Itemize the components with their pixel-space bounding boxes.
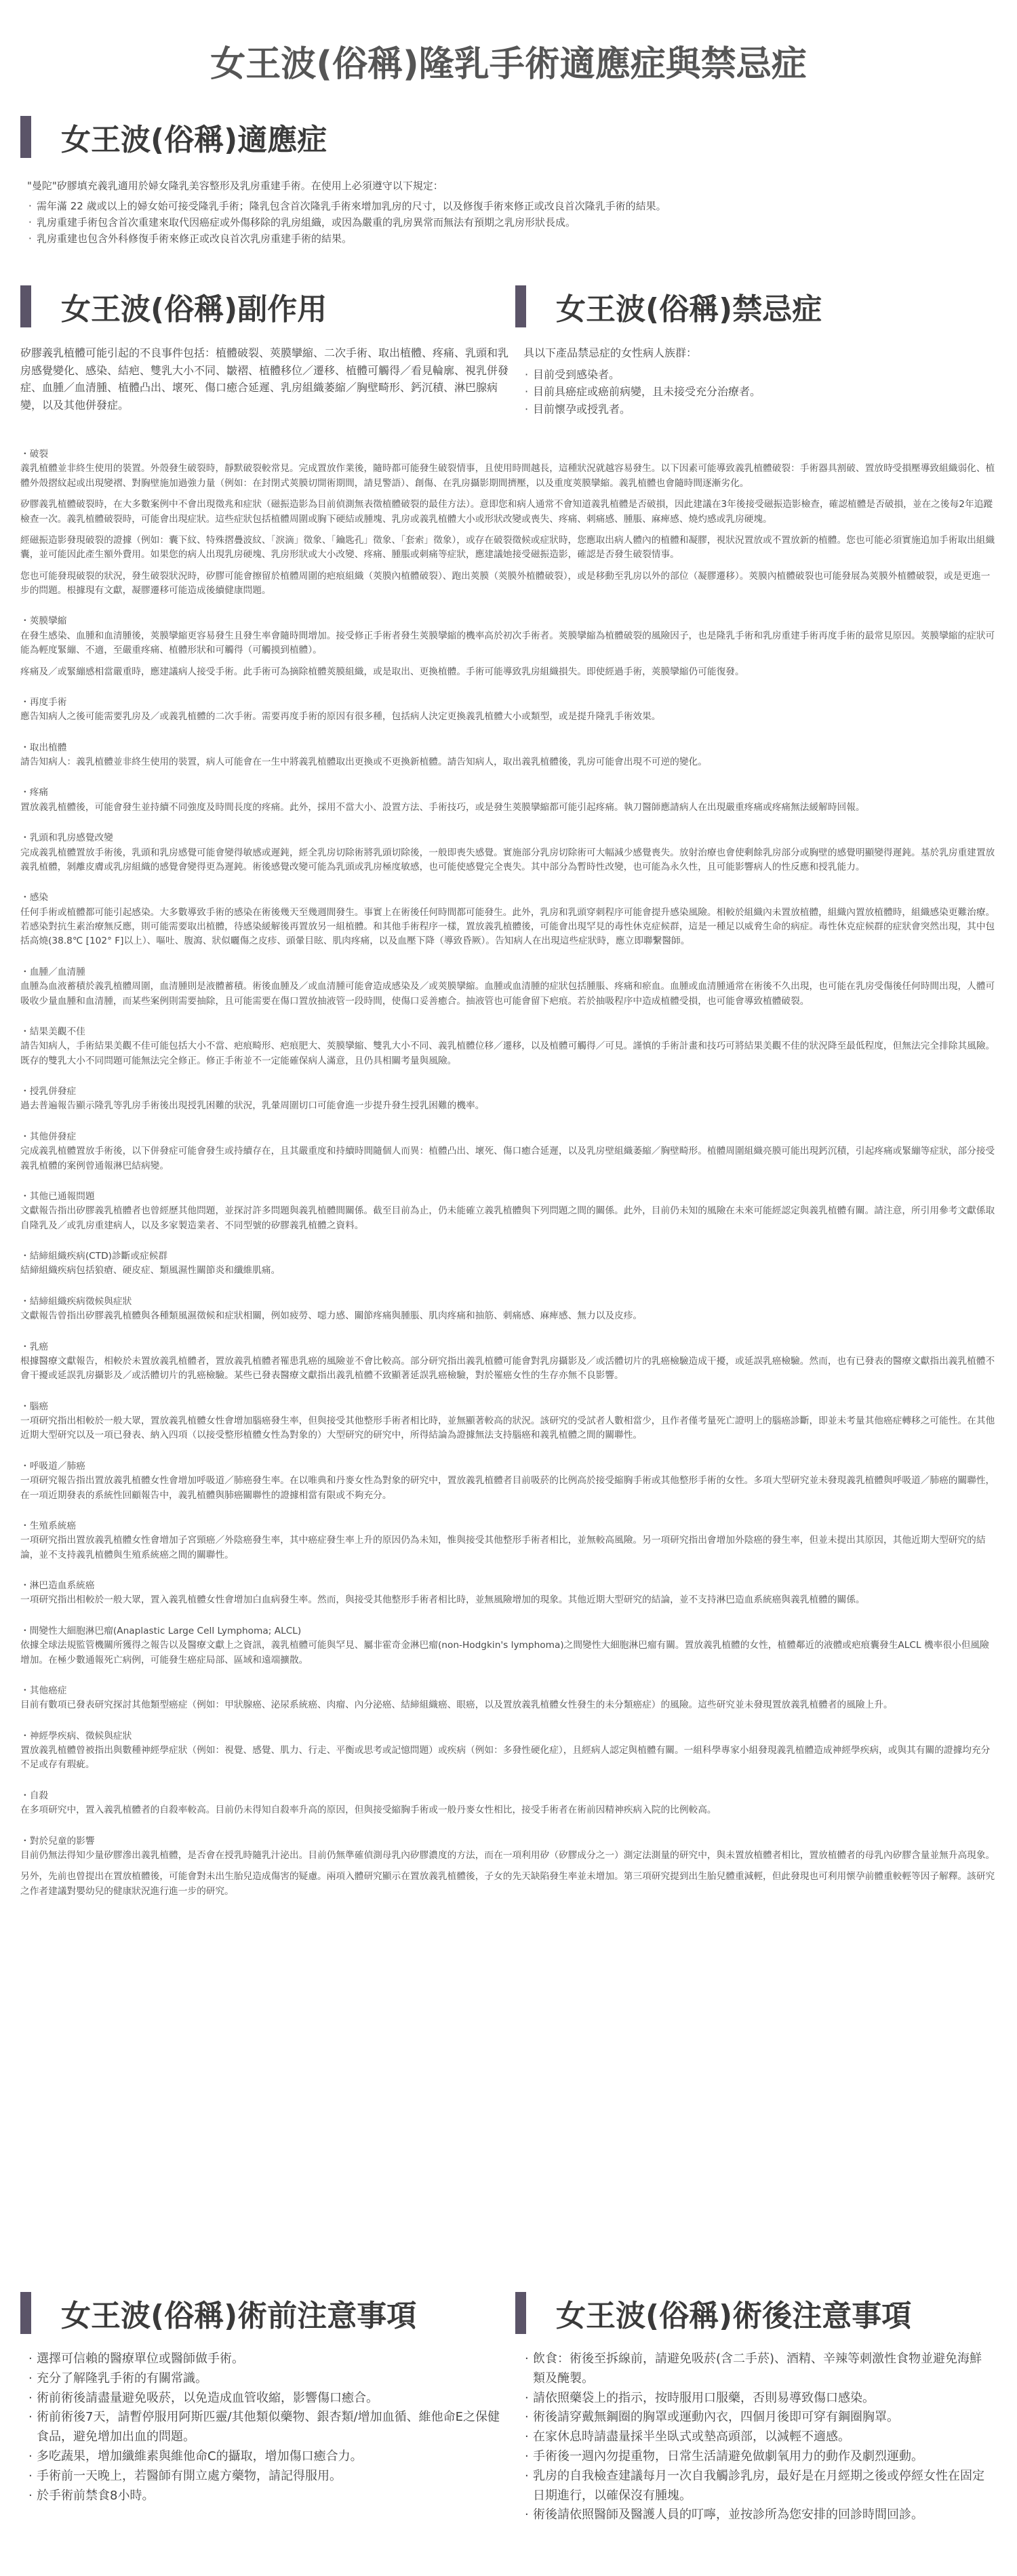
- list-item: · 選擇可信賴的醫療單位或醫師做手術。: [27, 2350, 502, 2369]
- detail-paragraph: 目前有數項已發表研究探討其他類型癌症（例如：甲狀腺癌、泌尿系統癌、肉瘤、內分泌癌、結締組織癌、眼癌，以及置放義乳植體女性發生的未分類癌症）的風險。這些研究並未發現置放義乳植體者的風險上升。: [20, 1699, 893, 1711]
- list-item: · 手術前一天晚上，若醫師有開立處方藥物，請記得服用。: [27, 2467, 502, 2487]
- indications-intro: "曼陀"矽膠填充義乳適用於婦女隆乳美容整形及乳房重建手術。在使用上必須遵守以下規定：: [27, 180, 443, 192]
- indications-list: [27, 198, 990, 247]
- detail-section-heading: ・其他併發症: [20, 1131, 77, 1142]
- detail-paragraph: 在發生感染、血腫和血清腫後，莢膜攣縮更容易發生且發生率會隨時間增加。接受修正手術者發生莢膜攣縮的機率高於初次手術者。莢膜攣縮為植體破裂的風險因子，也是隆乳手術和乳房重建手術再度手術的最常見原因。莢膜攣縮的症狀可能為輕度緊繃、不適，至嚴重疼痛、植體形狀和可觸得（可觸摸到植體）。: [20, 630, 995, 656]
- detail-section: [20, 696, 997, 725]
- detail-paragraph: 血腫為血液蓄積於義乳植體周圍，血清腫則是液體蓄積。術後血腫及／或血清腫可能會造成感染及／或莢膜攣縮。血腫或血清腫的症狀包括腫脹、疼痛和瘀血。血腫或血清腫通常在術後不久出現，也可能在乳房受傷後任何時間出現，人體可吸收少量血腫和血清腫，而某些案例則需要抽除，且可能需要在傷口置放抽液管一段時間，使傷口妥善癒合。抽液管也可能會留下疤痕。若於抽吸程序中造成植體受損，也可能會導致植體破裂。: [20, 981, 995, 1007]
- list-item: · 於手術前禁食8小時。: [27, 2487, 502, 2506]
- detail-paragraph: 結締組織疾病包括狼瘡、硬皮症、類風濕性關節炎和纖維肌痛。: [20, 1265, 281, 1276]
- detail-paragraph: 請告知病人：義乳植體並非終生使用的裝置，病人可能會在一生中將義乳植體取出更換或不更換新植體。請告知病人，取出義乳植體後，乳房可能會出現不可逆的變化。: [20, 757, 707, 767]
- list-item: · 術後請依照醫師及醫護人員的叮嚀，並按診所為您安排的回診時間回診。: [523, 2505, 991, 2525]
- detail-section-heading: ・生殖系統癌: [20, 1520, 77, 1531]
- post-op-content: [523, 2350, 991, 2525]
- detail-paragraph: 一項研究指出相較於一般大眾，置放義乳植體女性會增加腦癌發生率，但與接受其他整形手術者相比時，並無顯著較高的狀況。該研究的受試者人數相當少，且作者僅考量死亡證明上的腦癌診斷，即並未考量其他癌症轉移之可能性。在其他近期大型研究以及一項已發表、納入四項（以接受整形植體女性為對象的）大型研究的研究中，所得結論為證據無法支持腦癌和義乳植體之間的關聯性。: [20, 1415, 995, 1441]
- list-item: · 充分了解隆乳手術的有關常識。: [27, 2369, 502, 2389]
- detail-paragraph: 文獻報告曾指出矽膠義乳植體與各種類風濕徵候和症狀相關，例如疲勞、噁力感、關節疼痛與腫脹、肌肉疼痛和抽筋、刺痛感、麻痺感、無力以及皮疹。: [20, 1310, 643, 1322]
- detail-section-heading: ・其他癌症: [20, 1685, 67, 1696]
- pre-op-content: [27, 2350, 502, 2505]
- detail-section: [20, 1130, 997, 1173]
- indications-heading: 女王波(俗稱)適應症: [61, 123, 327, 157]
- detail-section-heading: ・破裂: [20, 449, 49, 460]
- contraindications-content: [523, 344, 984, 418]
- list-item: · 術前術後請盡量避免吸菸，以免造成血管收縮，影響傷口癒合。: [27, 2389, 502, 2409]
- detail-section: [20, 1249, 997, 1279]
- detail-section-heading: ・間變性大細胞淋巴瘤(Anaplastic Large Cell Lymphoma; ALCL): [20, 1625, 302, 1636]
- detail-paragraph: 置放義乳植體後，可能會發生並持續不同強度及時間長度的疼痛。此外，採用不當大小、設置方法、手術技巧，或是發生莢膜攣縮都可能引起疼痛。執刀醫師應請病人在出現嚴重疼痛或疼痛無法緩解時回報。: [20, 801, 865, 813]
- side-effects-heading: 女王波(俗稱)副作用: [61, 292, 327, 327]
- detail-section: [20, 614, 997, 679]
- detail-paragraph: 應告知病人之後可能需要乳房及／或義乳植體的二次手術。需要再度手術的原因有很多種，包括病人決定更換義乳植體大小或類型，或是提升隆乳手術效果。: [20, 711, 661, 723]
- detail-section: [20, 1340, 997, 1384]
- detail-section: [20, 1729, 997, 1773]
- post-op-section-header: [515, 2291, 911, 2335]
- detail-paragraph: 疼痛及／或緊繃感相當嚴重時，應建議病人接受手術。此手術可為摘除植體莢膜組織，或是取出、更換植體。手術可能導致乳房組織損失。即使經過手術，莢膜攣縮仍可能復發。: [20, 666, 744, 677]
- section-bar: [515, 285, 526, 327]
- detail-section-heading: ・結締組織疾病(CTD)診斷或症候群: [20, 1251, 168, 1262]
- detail-section-heading: ・乳頭和乳房感覺改變: [20, 832, 113, 844]
- detail-section: [20, 1190, 997, 1233]
- pre-op-list: [27, 2350, 502, 2505]
- list-item: · 手術後一週內勿提重物，日常生活請避免做劇氧用力的動作及劇烈運動。: [523, 2447, 991, 2467]
- detail-section-heading: ・自殺: [20, 1790, 49, 1801]
- detail-section-heading: ・莢膜攣縮: [20, 616, 67, 627]
- pre-op-heading: 女王波(俗稱)術前注意事項: [61, 2299, 417, 2333]
- detail-section-heading: ・其他已通報問題: [20, 1190, 95, 1202]
- contraindications-intro: 具以下產品禁忌症的女性病人族群：: [523, 346, 698, 359]
- detail-section-heading: ・血腫／血清腫: [20, 966, 85, 978]
- detail-section: [20, 1295, 997, 1324]
- section-bar: [20, 116, 31, 158]
- detail-paragraph: 經磁振造影發現破裂的證據（例如：囊下紋、特殊摺疊波紋、「淚滴」徵象、「鑰匙孔」徵象、「套索」徵象），或存在破裂徵候或症狀時，您應取出病人體內的植體和凝膠，視狀況置放或不置放新的植體。您也可能必須實施追加手術取出組織囊，並可能因此產生額外費用。如果您的病人出現乳房硬塊、乳房形狀或大小改變、疼痛、腫脹或刺痛等症狀，應建議她接受磁振造影，確認是否發生破裂情事。: [20, 534, 995, 561]
- detail-paragraph: 根據醫療文獻報告，相較於未置放義乳植體者，置放義乳植體者罹患乳癌的風險並不會比較高。部分研究指出義乳植體可能會對乳房攝影及／或活體切片的乳癌檢驗造成干擾，或延誤乳癌檢驗。然而，也有已發表的醫療文獻指出義乳植體不會干擾或延誤乳房攝影及／或活體切片的乳癌檢驗。某些已發表醫療文獻指出義乳植體不致顯著延誤乳癌檢驗，對於罹癌女性的生存亦無不良影響。: [20, 1355, 995, 1382]
- detail-section-heading: ・神經學疾病、徵候與症狀: [20, 1730, 132, 1742]
- section-bar: [20, 285, 31, 327]
- detail-section-heading: ・呼吸道／肺癌: [20, 1460, 85, 1472]
- detail-paragraph: 目前仍無法得知少量矽膠滲出義乳植體，是否會在授乳時隨乳汁泌出。目前仍無準確偵測母乳內矽膠濃度的方法，而在一項利用矽（矽膠成分之一）測定法測量的研究中，與未置放植體者相比，置放植體者的母乳內矽膠含量並無升高現象。: [20, 1849, 995, 1861]
- detail-section: [20, 786, 997, 815]
- detail-paragraph: 過去普遍報告顯示隆乳等乳房手術後出現授乳困難的狀況，乳暈周圍切口可能會進一步提升發生授乳困難的機率。: [20, 1100, 485, 1112]
- detail-section: [20, 965, 997, 1009]
- detail-paragraph: 任何手術或植體都可能引起感染。大多數導致手術的感染在術後幾天至幾週間發生。事實上在術後任何時間都可能發生。此外，乳房和乳頭穿刺程序可能會提升感染風險。相較於組織內未置放植體，組織內置放植體時，組織感染更難治療。若感染對抗生素治療無反應，則可能需要取出植體，待感染緩解後再置放另一組植體。和其他手術程序一樣，置放義乳植體後，可能會出現罕見的毒性休克症候群，這是一種足以威脅生命的病症。毒性休克症候群的症狀會突然出現，其中包括高燒(38.8℃ [102° F]以上）、嘔吐、腹瀉、狀似曬傷之皮疹、頭暈目眩、肌肉疼痛，以及血壓下降（導致昏厥）。告知病人在出現這些症狀時，應立即聯繫醫師。: [20, 906, 995, 947]
- list-item: · 需年滿 22 歲或以上的婦女始可接受隆乳手術；隆乳包含首次隆乳手術來增加乳房的尺寸，以及修復手術來修正或改良首次隆乳手術的結果。: [27, 198, 990, 214]
- contraindications-list: [523, 366, 984, 418]
- detail-paragraph: 義乳植體並非終生使用的裝置。外殼發生破裂時，靜默破裂較常見。完成置放作業後，隨時都可能發生破裂情事，且使用時間越長，這種狀況就越容易發生。以下因素可能導致義乳植體破裂：手術器具割破、置放時受損壓導致組織弱化、植體外殼摺紋起或出現變褶、對胸壁施加過強力量（例如：在封閉式莢膜切開術期間，請見警語）、創傷、在乳房攝影期間擠壓，以及重度莢膜攣縮。義乳植體也會隨時間逐漸劣化。: [20, 463, 995, 489]
- detail-section-heading: ・再度手術: [20, 696, 67, 708]
- detail-section: [20, 1834, 997, 1899]
- list-item: · 術後請穿戴無鋼圈的胸罩或運動內衣，四個月後即可穿有鋼圈胸罩。: [523, 2408, 991, 2428]
- detail-paragraph: 完成義乳植體置放手術後，乳頭和乳房感覺可能會變得敏感或遲鈍，經全乳房切除術將乳頭切除後，一般即喪失感覺。實施部分乳房切除術可大幅減少感覺喪失。放射治療也會使剩餘乳房部分或胸壁的感覺明顯變得遲鈍。基於乳房重建置放義乳植體，剝離皮膚或乳房組織的感覺會變得更為遲鈍。術後感覺改變可能為乳頭或乳房極度敏感，也可能使感覺完全喪失。其中部分為暫時性改變，也可能為永久性，且可能影響病人的性反應和授乳能力。: [20, 847, 995, 872]
- list-item: · 目前懷孕或授乳者。: [523, 401, 984, 418]
- detail-section: [20, 891, 997, 949]
- detail-section: [20, 741, 997, 770]
- detail-section: [20, 1579, 997, 1608]
- list-item: · 飲食：術後至拆線前，請避免吸菸(含二手菸)、酒精、辛辣等刺激性食物並避免海鮮類及醃製。: [523, 2350, 991, 2389]
- detail-paragraph: 完成義乳植體置放手術後，以下併發症可能會發生或持續存在，且其嚴重度和持續時間隨個人而異：植體凸出、壞死、傷口癒合延遲，以及乳房壁組織萎縮／胸壁畸形。植體周圍組織亮膜可能出現鈣沉積，引起疼痛或緊繃等症狀，部分接受義乳植體的案例曾通報淋巴結病變。: [20, 1146, 995, 1171]
- detail-paragraph: 依據全球法規監管機關所獲得之報告以及醫療文獻上之資訊，義乳植體可能與罕見、屬非霍奇金淋巴瘤(non-Hodgkin's lymphoma)之間變性大細胞淋巴瘤有關。置放義乳植體的女性，植體鄰近的液體或疤痕囊發生ALCL 機率很小但風險增加。在極少數通報死亡病例，可能發生癌症局部、區域和遠端擴散。: [20, 1640, 989, 1666]
- contraindications-heading: 女王波(俗稱)禁忌症: [556, 292, 822, 327]
- detail-section-heading: ・疼痛: [20, 787, 49, 799]
- list-item: · 乳房重建手術包含首次重建來取代因癌症或外傷移除的乳房組織，或因為嚴重的乳房異常而無法有預期之乳房形狀長成。: [27, 214, 990, 230]
- detail-paragraph: 置放義乳植體曾被指出與數種神經學症狀（例如：視覺、感覺、肌力、行走、平衡或思考或記憶問題）或疾病（例如：多發性硬化症），且經病人認定與植體有關。一組科學專家小組發現義乳植體造成神經學疾病，或與其有關的證據均充分不足或存有瑕疵。: [20, 1745, 991, 1771]
- indications-section-header: [20, 115, 327, 159]
- list-item: · 目前受到感染者。: [523, 366, 984, 384]
- detail-paragraph: 矽膠義乳植體破裂時，在大多數案例中不會出現徵兆和症狀（磁振造影為目前偵測無表徵植體破裂的最佳方法）。意即您和病人通常不會知道義乳植體是否破損，因此建議在3年後接受磁振造影檢查，確認植體是否破損，並在之後每2年追蹤檢查一次。義乳植體破裂時，可能會出現症狀。這些症狀包括植體周圍或胸下硬結或腫塊、乳房或義乳植體大小或形狀改變或喪失、疼痛、刺痛感、腫脹、麻痺感、燒灼感或乳房硬塊。: [20, 499, 993, 525]
- detail-section-heading: ・乳癌: [20, 1341, 49, 1352]
- post-op-heading: 女王波(俗稱)術後注意事項: [556, 2299, 912, 2333]
- side-effects-intro: 矽膠義乳植體可能引起的不良事件包括：植體破裂、莢膜攣縮、二次手術、取出植體、疼痛、乳頭和乳房感覺變化、感染、結疤、雙乳大小不同、皺褶、植體移位／遷移、植體可觸得／看見輪廓、視乳併發症、血腫／血清腫、植體凸出、壞死、傷口癒合延遲、乳房組織萎縮／胸壁畸形、鈣沉積、淋巴腺病變，以及其他併發症。: [20, 346, 509, 411]
- list-item: · 目前具癌症或癌前病變，且未接受充分治療者。: [523, 383, 984, 401]
- detail-section: [20, 1519, 997, 1563]
- post-op-list: [523, 2350, 991, 2525]
- detail-section: [20, 1624, 997, 1668]
- detail-section-heading: ・腦癌: [20, 1401, 49, 1412]
- side-effects-section-header: [20, 285, 327, 328]
- detail-section: [20, 1460, 997, 1503]
- detail-section: [20, 831, 997, 874]
- detail-paragraph: 另外，先前也曾提出在置放植體後，可能會對未出生胎兒造成傷害的疑慮。兩項入體研究顯示在置放義乳植體後，子女的先天缺陷發生率並未增加。第三項研究提到出生胎兒體重減輕，但此發現也可利用懷孕前體重較輕等因子解釋。該研究之作者建議對嬰幼兒的健康狀況進行進一步的研究。: [20, 1871, 995, 1897]
- detail-section: [20, 1789, 997, 1818]
- detail-paragraph: 一項研究指出置放義乳植體女性會增加子宮頸癌／外陰癌發生率，其中癌症發生率上升的原因仍為未知，惟與接受其他整形手術者相比，並無較高風險。另一項研究指出會增加外陰癌的發生率，但並未提出其原因，其他近期大型研究的結論，並不支持義乳植體與生殖系統癌之間的關聯性。: [20, 1535, 986, 1561]
- section-bar: [515, 2292, 526, 2334]
- list-item: · 乳房的自我檢查建議每月一次自我觸診乳房，最好是在月經期之後或停經女性在固定日期進行，以確保沒有腫塊。: [523, 2467, 991, 2506]
- side-effects-details: [20, 447, 997, 1915]
- detail-section: [20, 1400, 997, 1443]
- detail-section-heading: ・感染: [20, 892, 49, 904]
- detail-paragraph: 您也可能發現破裂的狀況，發生破裂狀況時，矽膠可能會擦留於植體周圍的疤痕組織（莢膜內植體破裂）、跑出莢膜（莢膜外植體破裂），或是移動至乳房以外的部位（凝膠遷移）。莢膜內植體破裂也可能發展為莢膜外植體破裂，或是更進一步的問題。根據現有文獻，凝膠遷移可能造成後續健康問題。: [20, 570, 991, 596]
- detail-section-heading: ・對於兒童的影響: [20, 1835, 95, 1847]
- detail-paragraph: 一項研究指出相較於一般大眾，置入義乳植體女性會增加白血病發生率。然而，與接受其他整形手術者相比時，並無風險增加的現象。其他近期大型研究的結論，並不支持淋巴造血系統癌與義乳植體的關係。: [20, 1594, 865, 1606]
- pre-op-section-header: [20, 2291, 416, 2335]
- detail-section-heading: ・結締組織疾病徵候與症狀: [20, 1295, 132, 1307]
- page-title: 女王波(俗稱)隆乳手術適應症與禁忌症: [210, 44, 807, 85]
- detail-section: [20, 1025, 997, 1068]
- contraindications-section-header: [515, 285, 822, 328]
- detail-paragraph: 一項研究報告指出置放義乳植體女性會增加呼吸道／肺癌發生率。在以唯典和丹麥女性為對象的研究中，置放義乳植體者目前吸菸的比例高於接受縮胸手術或其他整形手術的女性。多項大型研究並未發現義乳植體與呼吸道／肺癌的關聯性，在一項近期發表的系統性回顧報告中，義乳植體與肺癌關聯性的證據相當有限或不夠充分。: [20, 1475, 995, 1501]
- detail-section: [20, 447, 997, 598]
- section-bar: [20, 2292, 31, 2334]
- list-item: · 請依照藥袋上的指示，按時服用口服藥，否則易導致傷口感染。: [523, 2389, 991, 2409]
- list-item: · 多吃蔬果，增加纖維素與維他命C的攝取，增加傷口癒合力。: [27, 2447, 502, 2467]
- detail-section-heading: ・取出植體: [20, 742, 67, 753]
- detail-section-heading: ・結果美觀不佳: [20, 1026, 85, 1037]
- list-item: · 乳房重建也包含外科修復手術來修正或改良首次乳房重建手術的結果。: [27, 230, 990, 247]
- detail-paragraph: 請告知病人，手術結果美觀不佳可能包括大小不當、疤痕畸形、疤痕肥大、莢膜攣縮、雙乳大小不同、義乳植體位移／遷移，以及植體可觸得／可見。謹慎的手術計畫和技巧可將結果美觀不佳的狀況降至最低程度，但無法完全排除其風險。既存的雙乳大小不同問題可能無法完全修正。修正手術並不一定能確保病人滿意，且仍具相關考量與風險。: [20, 1041, 995, 1066]
- detail-section-heading: ・授乳併發症: [20, 1086, 77, 1097]
- detail-paragraph: 文獻報告指出矽膠義乳植體者也曾經歷其他問題，並探討許多問題與義乳植體間關係。截至目前為止，仍未能確立義乳植體與下列問題之間的關係。此外，目前仍未知的風險在未來可能經認定與義乳植體有關。請注意，所引用參考文獻係取自隆乳及／或乳房重建病人，以及多家製造業者、不同型號的矽膠義乳植體之資料。: [20, 1205, 995, 1231]
- detail-section: [20, 1684, 997, 1713]
- detail-section: [20, 1085, 997, 1114]
- detail-section-heading: ・淋巴造血系統癌: [20, 1580, 95, 1591]
- indications-content: [27, 178, 990, 247]
- detail-paragraph: 在多項研究中，置入義乳植體者的自殺率較高。目前仍未得知自殺率升高的原因，但與接受縮胸手術或一般丹麥女性相比，接受手術者在術前因精神疾病入院的比例較高。: [20, 1805, 717, 1816]
- list-item: · 在家休息時請盡量採半坐臥式或墊高頭部，以減輕不適感。: [523, 2428, 991, 2447]
- list-item: · 術前術後7天，請暫停服用阿斯匹靈/其他類似藥物、銀杏類/增加血循、維他命E之保健食品，避免增加出血的問題。: [27, 2408, 502, 2447]
